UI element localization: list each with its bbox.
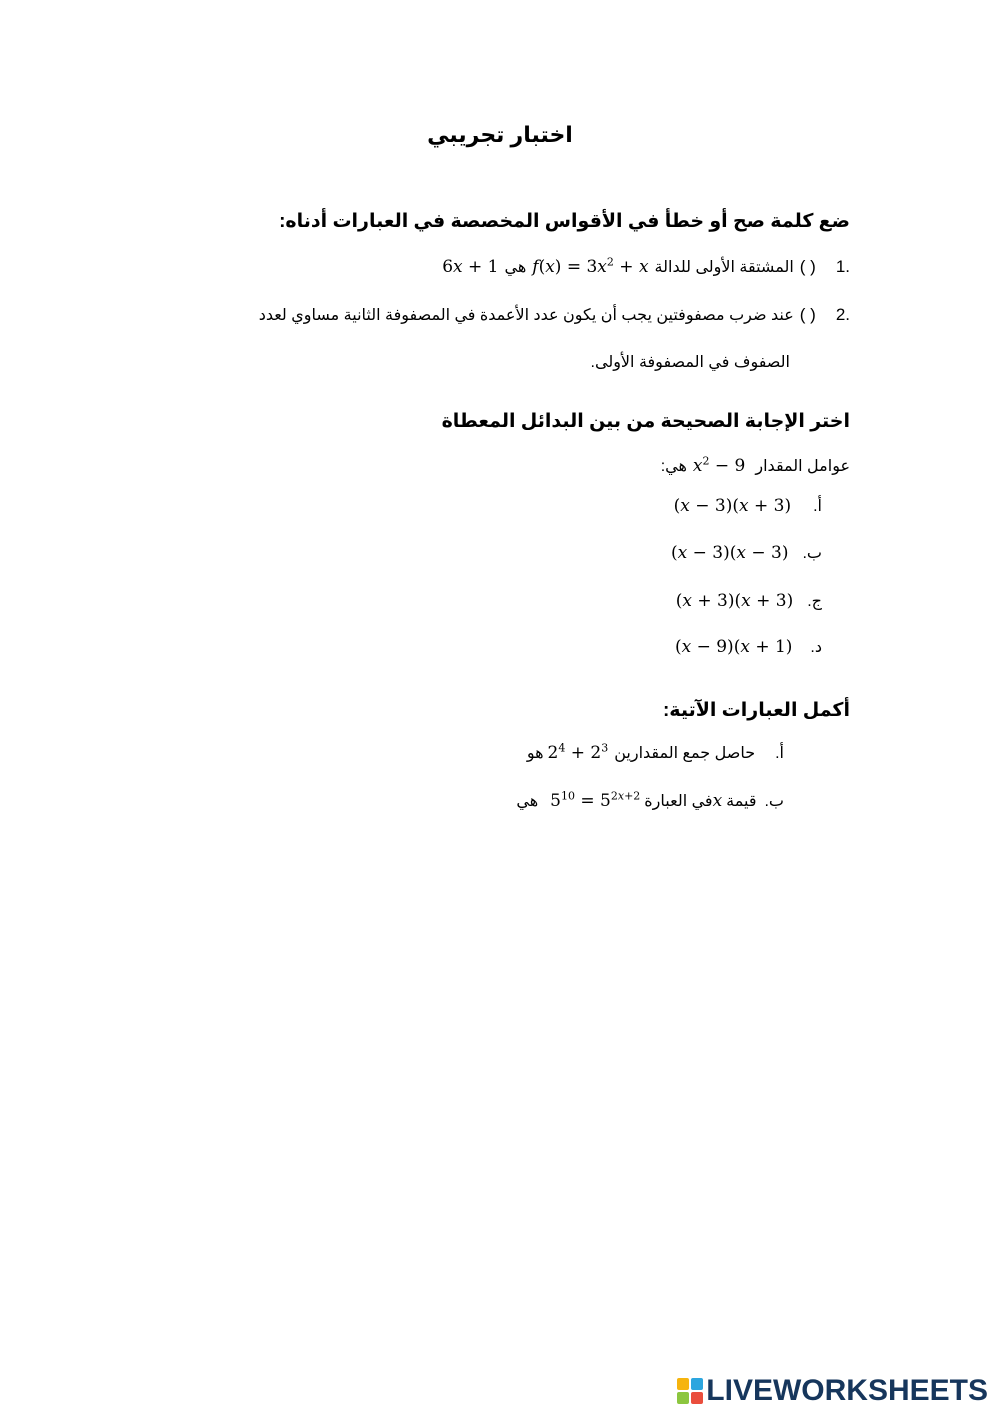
question-text-line2: الصفوف في المصفوفة الأولى. [590,354,790,371]
exponent-equation: $5^{10} = 5^{2x+2}$ [550,789,641,811]
answer-bracket[interactable]: ( ) [799,257,816,276]
liveworksheets-logo-icon [677,1378,703,1404]
question-text: المشتقة الأولى للدالة [654,259,794,276]
tf-question-2 [259,305,850,325]
page-title: اختبار تجريبي [427,122,573,147]
section3-heading: أكمل العبارات الآتية: [662,700,850,721]
option-b[interactable] [671,543,822,563]
variable-x: x [712,791,723,811]
option-answer: (x − 3)(x − 3) [671,543,789,563]
answer-bracket[interactable]: ( ) [799,305,816,324]
logo-text: LIVEWORKSHEETS [706,1374,988,1407]
item-letter: أ. [775,745,784,762]
option-c[interactable] [676,591,822,611]
item-text-after: هو [526,745,544,762]
question-text-line1: عند ضرب مصفوفتين يجب أن يكون عدد الأعمدة في المصفوفة الثانية مساوي لعدد [258,307,794,324]
question-text-after: هي: [660,458,687,475]
function-expression: $f(x) = 3x^2 + x$ [532,255,649,277]
option-letter: ج. [807,593,822,610]
option-answer: (x + 3)(x + 3) [675,591,794,611]
option-answer: (x − 3)(x + 3) [673,496,792,516]
tf-question-1 [442,257,850,277]
completion-item-b [516,791,784,811]
item-letter: ب. [764,793,784,810]
option-letter: ب. [802,545,822,562]
question-number: 1. [835,257,850,276]
item-text-middle: في العبارة [644,793,713,810]
question-expression: $x^2 - 9$ [692,454,746,476]
option-d[interactable] [675,637,822,657]
mc-question [661,456,850,476]
question-text-after: هي [504,259,527,276]
section1-heading: ضع كلمة صح أو خطأ في الأقواس المخصصة في العبارات أدناه: [279,211,850,232]
option-answer: (x − 9)(x + 1) [674,637,793,657]
option-letter: أ. [813,498,822,515]
item-text: قيمة [726,793,757,810]
option-letter: د. [810,639,822,656]
item-text-after: هي [516,793,539,810]
question-number: 2. [835,305,850,324]
derivative-expression: 6x + 1 [442,257,499,277]
question-text: عوامل المقدار [755,458,850,475]
liveworksheets-logo [677,1374,988,1408]
option-a[interactable] [674,496,822,516]
sum-expression: $2^4 + 2^3$ [547,741,609,763]
section2-heading: اختر الإجابة الصحيحة من بين البدائل المعطاة [441,411,850,432]
item-text: حاصل جمع المقدارين [614,745,756,762]
completion-item-a [527,743,784,763]
